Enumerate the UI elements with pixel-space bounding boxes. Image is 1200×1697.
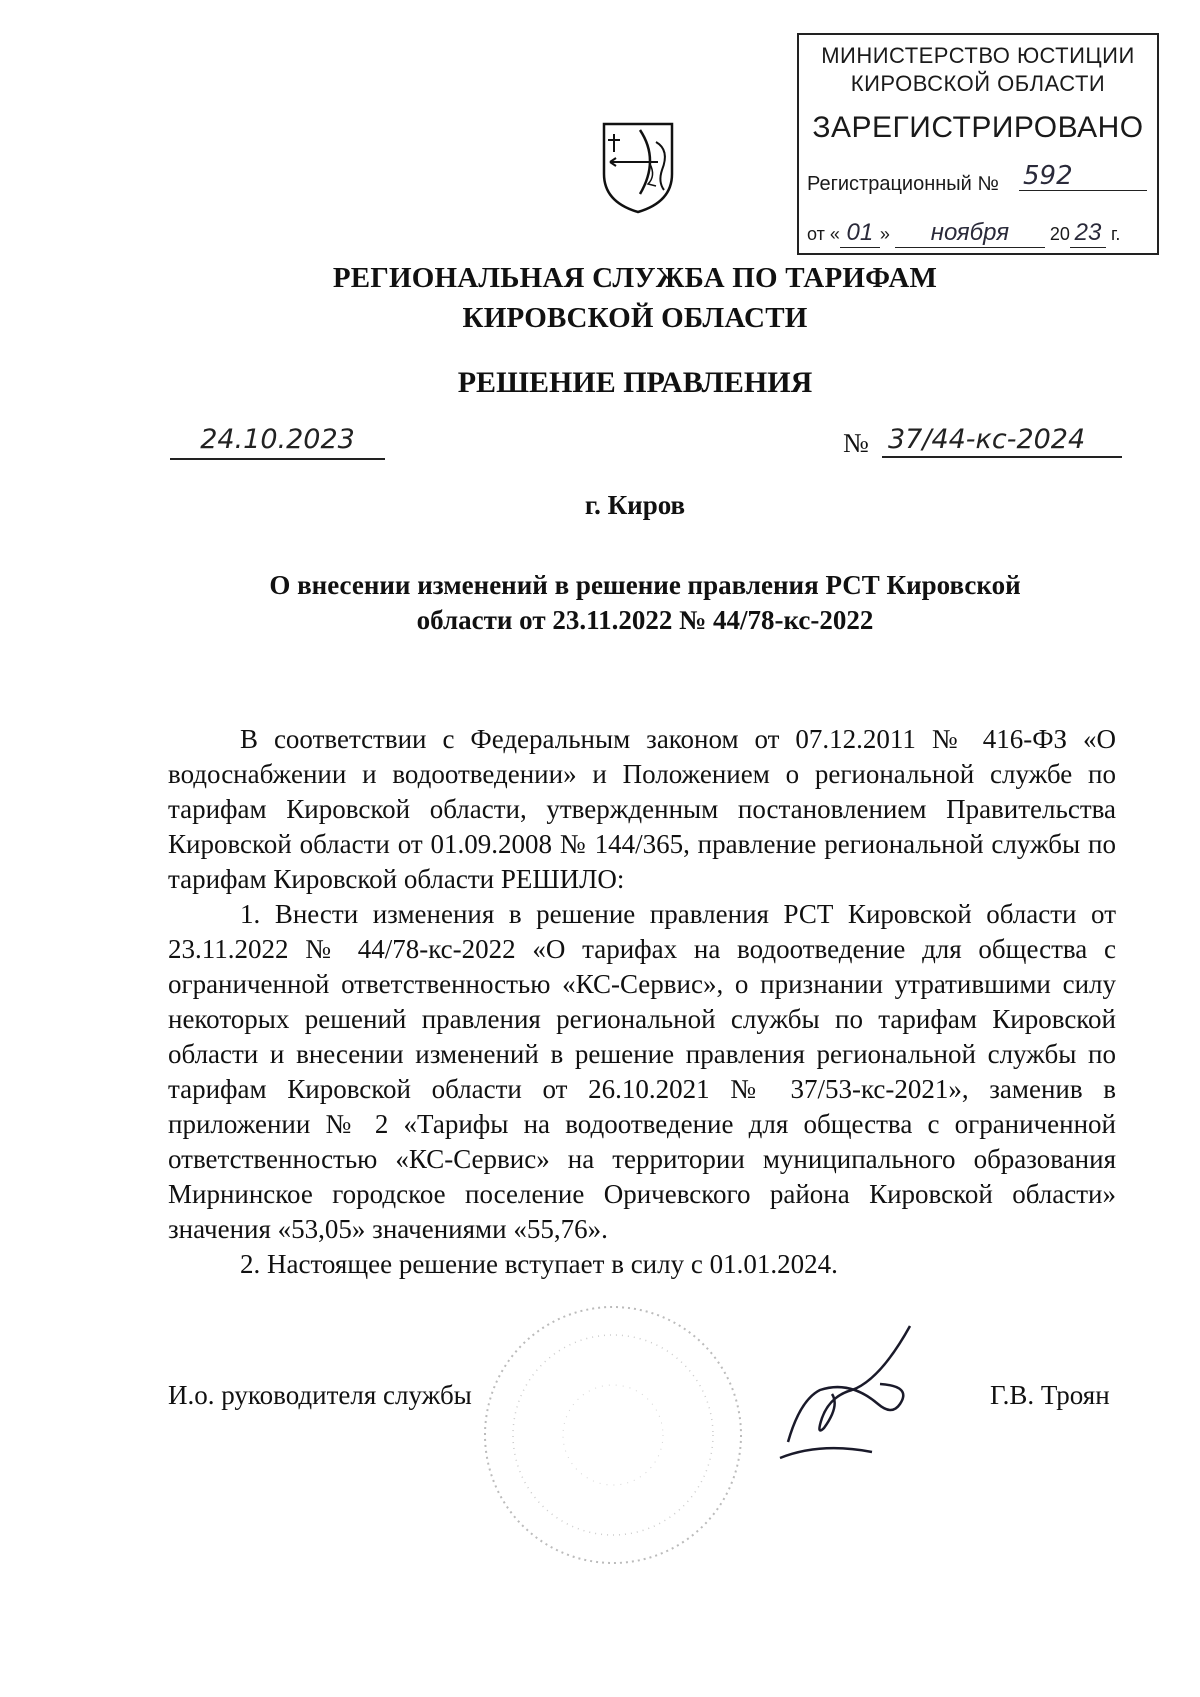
stamp-region-line: КИРОВСКОЙ ОБЛАСТИ xyxy=(850,71,1106,96)
stamp-registered-line: ЗАРЕГИСТРИРОВАНО xyxy=(812,111,1144,144)
item-2-paragraph: 2. Настоящее решение вступает в силу с 01.01.2024. xyxy=(240,1249,838,1279)
stamp-date-year-prefix: 20 xyxy=(1049,224,1070,244)
stamp-date-line xyxy=(807,219,1153,248)
stamp-ministry-line: МИНИСТЕРСТВО ЮСТИЦИИ xyxy=(821,43,1135,68)
subject-line1: О внесении изменений в решение правления РСТ Кировской xyxy=(269,570,1021,600)
decision-title: РЕШЕНИЕ ПРАВЛЕНИЯ xyxy=(457,366,813,399)
decision-number: 37/44-кс-2024 xyxy=(882,424,1122,458)
round-seal-icon xyxy=(478,1300,748,1570)
stamp-date-month: ноября xyxy=(895,219,1045,248)
stamp-date-mid: » xyxy=(879,224,890,244)
decision-subject xyxy=(230,568,1060,638)
stamp-date-day: 01 xyxy=(840,219,880,248)
signatory-name: Г.В. Троян xyxy=(990,1380,1110,1410)
stamp-date-year: 23 xyxy=(1070,219,1106,248)
kirov-coat-of-arms-icon xyxy=(600,120,676,214)
city: г. Киров xyxy=(584,490,686,520)
item-1-paragraph: 1. Внести изменения в решение правления РСТ Кировской области от 23.11.2022 № 44/78-кс-2022 «О тарифах на водоотведение для общества с ограниченной ответственностью «КС-Сервис», о признании утратившими силу некоторых решений правления региональной службы по тарифам Кировской области и внесении изменений в решение правления региональной службы по тарифам Кировской области от 26.10.2021 № 37/53-кс-2021», заменив в приложении № 2 «Тарифы на водоотведение для общества с ограниченной ответственностью «КС-Сервис» на территории муниципального образования Мирнинское городское поселение Оричевского района Кировской области» значения «53,05» значениями «55,76». xyxy=(168,899,1116,1244)
handwritten-signature-icon xyxy=(760,1320,940,1470)
org-name-line1: РЕГИОНАЛЬНАЯ СЛУЖБА ПО ТАРИФАМ xyxy=(332,262,938,294)
org-name-line2: КИРОВСКОЙ ОБЛАСТИ xyxy=(462,302,808,334)
decision-number-label: № xyxy=(843,428,869,458)
decision-date: 24.10.2023 xyxy=(170,424,385,460)
subject-line2: области от 23.11.2022 № 44/78-кс-2022 xyxy=(416,605,874,635)
stamp-reg-number: 592 xyxy=(1019,161,1147,191)
decision-body xyxy=(168,722,1116,1282)
stamp-date-prefix: от « xyxy=(807,224,840,244)
preamble-paragraph: В соответствии с Федеральным законом от 07.12.2011 № 416-ФЗ «О водоснабжении и водоотведении» и Положением о региональной службе по тарифам Кировской области, утвержденным постановлением Правительства Кировской области от 01.09.2008 № 144/365, правление региональной службы по тарифам Кировской области РЕШИЛО: xyxy=(168,724,1116,894)
signatory-role: И.о. руководителя службы xyxy=(168,1380,472,1410)
stamp-reg-label: Регистрационный № xyxy=(807,173,999,195)
registration-stamp xyxy=(797,33,1159,255)
stamp-date-suffix: г. xyxy=(1110,224,1121,244)
